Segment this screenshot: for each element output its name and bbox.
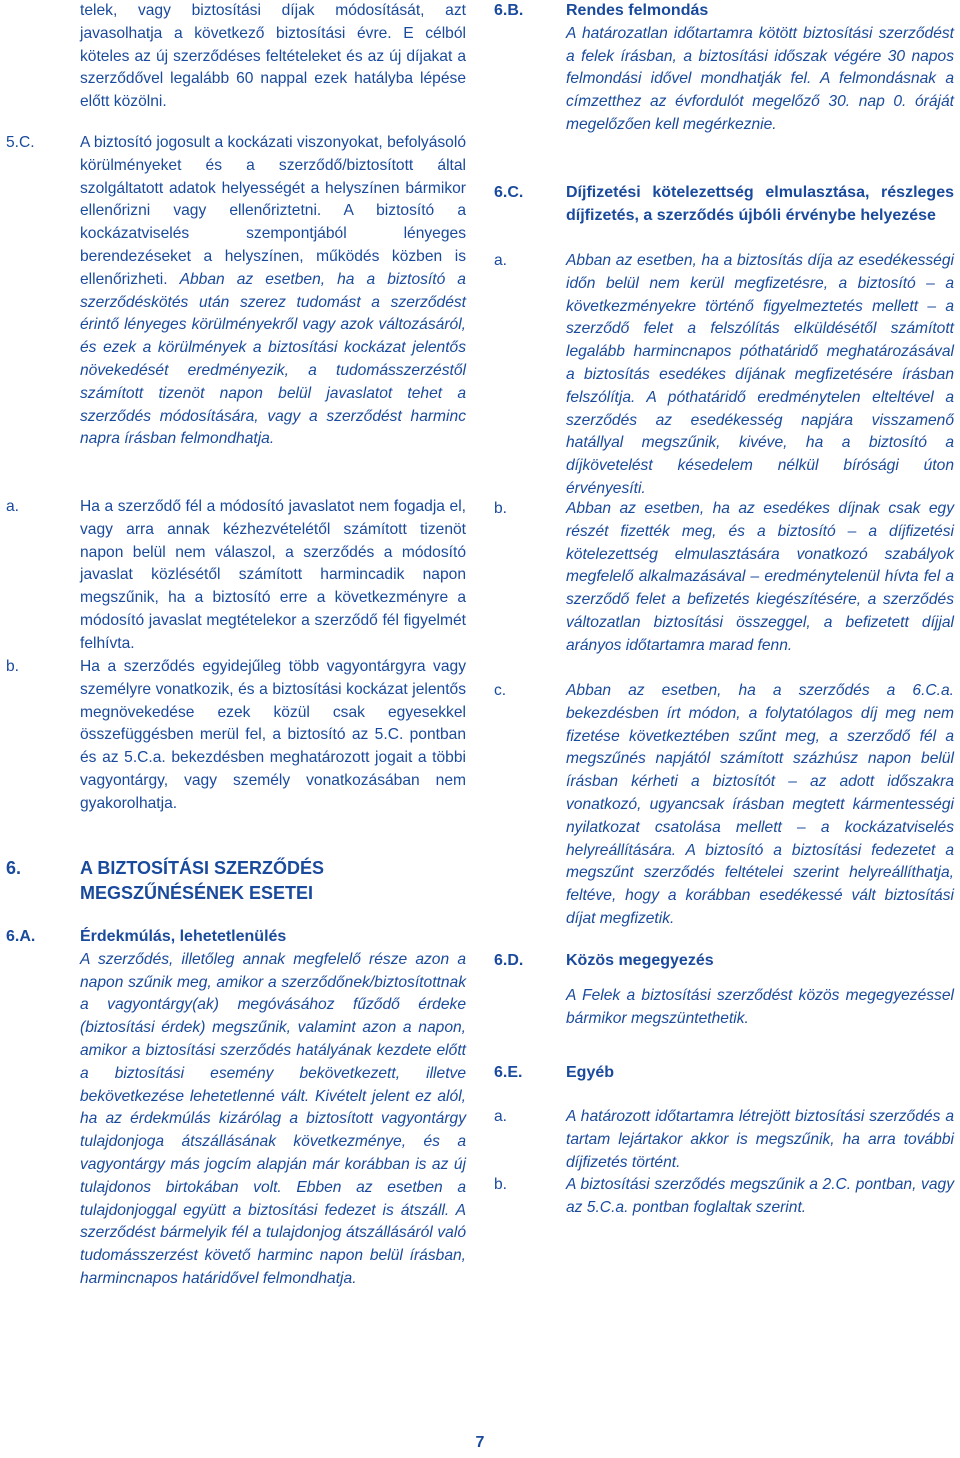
section-6a — [6, 926, 466, 1291]
section-5c-text: A biztosító jogosult a kockázati viszonyokat, befolyásoló körülményeket és a szerződő/biztosított által szolgáltatott adatok helyességét a helyszínen bármikor ellenőrizni vagy ellenőriztetni. A biztosító a kockázatviselés szempontjából lényeges berendezéseket a helyszínen, működés közben is ellenőrizheti. Abban az esetben, ha a biztosító a szerződéskötés után szerez tudomást a szerződést érintő lényeges körülményekről vagy azok változásáról, és ezek a körülmények a biztosítási kockázat jelentős növekedését eredményezik, a tudomásszerzéstől számított tizenöt napon belül javaslatot tehet a szerződés módosítására, vagy a szerződést harminc napra írásban felmondhatja. — [80, 134, 466, 448]
section-6c-c — [494, 680, 954, 931]
section-5c-label: 5.C. — [6, 134, 35, 151]
section-5c-italic-text: Abban az esetben, ha a biztosító a szerződéskötés után szerez tudomást a szerződést érintő lényeges körülményekről vagy azok változásáról, és ezek a körülmények a biztosítási kockázat jelentős növekedését eredményezik, a tudomásszerzéstől számított tizenöt napon belül javaslatot tehet a szerződés módosítására, vagy a szerződést harminc napra írásban felmondhatja. — [80, 270, 466, 448]
section-5c-a — [6, 496, 466, 656]
section-6d — [494, 950, 954, 1030]
section-6-heading — [6, 856, 466, 906]
section-6c-b — [494, 498, 954, 658]
section-6c-b-text: Abban az esetben, ha az esedékes díjnak csak egy részét fizették meg, és a biztosító – a díjfizetési kötelezettség elmulasztására vonatkozó szabályok megfelelő alkalmazásával – eredménytelenül hívta fel a szerződő felet a befizetés kiegészítésére, a szerződés változatlan biztosítási összeggel, a befizetett díjjal arányos időtartamra marad fenn. — [566, 500, 954, 654]
section-6e-a-label: a. — [494, 1108, 508, 1125]
section-6-label: 6. — [6, 858, 22, 878]
section-6e-b-text: A biztosítási szerződés megszűnik a 2.C. pontban, vagy az 5.C.a. pontban foglaltak szerint. — [566, 1176, 954, 1216]
section-6b — [494, 0, 954, 137]
section-6a-text: A szerződés, illetőleg annak megfelelő része azon a napon szűnik meg, amikor a szerződőnek/biztosítottnak a vagyontárgy(ak) megóvásához fűződő érdeke (biztosítási érdek) megszűnik, valamint azon a napon, amikor a biztosítási szerződés hatályának kezdete előtt a biztosítási esemény bekövetkezett, illetve bekövetkezése lehetetlenné vált. Kivételt jelent ez alól, ha az érdekmúlás kizárólag a biztosított vagyontárgy tulajdonjoga átszállásának következménye, és a vagyontárgy más jogcím alapján már korábban is az új tulajdonos birtokában volt. Ebben az esetben a tulajdonjoggal együtt a biztosítási fedezet is átszáll. A szerződést bármelyik fél a tulajdonjog átszállásáról való tudomásszerzést követő harminc napon belül írásban, harmincnapos határidővel felmondhatja. — [80, 950, 466, 1287]
section-6e-a-text: A határozott időtartamra létrejött biztosítási szerződés a tartam lejártakor akkor is megszűnik, ha arra további díjfizetés történt. — [566, 1108, 954, 1171]
section-6c-title: Díjfizetési kötelezettség elmulasztása, részleges díjfizetés, a szerződés újbóli érvénybe helyezése — [566, 184, 954, 224]
section-6c-b-label: b. — [494, 500, 508, 517]
section-5c-b-label: b. — [6, 658, 20, 675]
section-5c-a-label: a. — [6, 498, 20, 515]
section-6e-b-label: b. — [494, 1176, 508, 1193]
section-5c-b — [6, 656, 466, 816]
intro-text: telek, vagy biztosítási díjak módosítását, azt javasolhatja a következő biztosítási évre. E célból köteles az új szerződéses feltételeket és az új díjakat a szerződővel legalább 60 nappal ezek hatályba lépése előtt közölni. — [80, 2, 466, 111]
section-6c — [494, 182, 954, 228]
section-6e-b — [494, 1174, 954, 1220]
section-6c-label: 6.C. — [494, 184, 524, 201]
section-6c-a-label: a. — [494, 252, 508, 269]
section-6d-label: 6.D. — [494, 952, 524, 969]
section-6-title-line1: A BIZTOSÍTÁSI SZERZŐDÉS — [80, 858, 325, 878]
section-5c — [6, 132, 466, 451]
section-6-title-line2: MEGSZŰNÉSÉNEK ESETEI — [80, 883, 314, 903]
section-6e-a — [494, 1106, 954, 1174]
section-6c-c-label: c. — [494, 682, 507, 699]
section-6d-title: Közös megegyezés — [566, 952, 714, 969]
section-6d-text: A Felek a biztosítási szerződést közös megegyezéssel bármikor megszüntethetik. — [566, 986, 954, 1027]
section-5c-a-text: Ha a szerződő fél a módosító javaslatot nem fogadja el, vagy arra annak kézhezvételétől számított tizenöt napon belül nem válaszol, a szerződés a módosító javaslat közlésétől számított harmincadik napon megszűnik, ha a biztosító erre a következményre a módosító javaslat megtételekor a szerződő fél figyelmét felhívta. — [80, 498, 466, 652]
section-6b-title: Rendes felmondás — [566, 2, 709, 19]
section-6e-title: Egyéb — [566, 1064, 615, 1081]
intro-block — [6, 0, 466, 114]
section-6a-label: 6.A. — [6, 928, 36, 945]
section-6c-c-text: Abban az esetben, ha a szerződés a 6.C.a. bekezdésben írt módon, a folytatólagos díj meg nem fizetése következtében szűnt meg, a szerződő fél a megszűnés napjától számított százhúsz napon belül írásban kérheti a biztosítót – az adott időszakra vonatkozó, ugyancsak írásban megtett kármentességi nyilatkozat csatolása mellett – a kockázatviselés helyreállítására. A biztosító a biztosítási fedezetet a megszűnt szerződés feltételei szerint helyreállíthatja, feltéve, hogy a korábban esedékessé vált biztosítási díjat megfizetik. — [566, 682, 954, 927]
section-6e — [494, 1062, 954, 1085]
section-6c-a-text: Abban az esetben, ha a biztosítás díja az esedékességi időn belül nem kerül megfizetésre, a biztosító – a következményekre történő figyelmeztetés mellett – a szerződő felet a felszólítás elküldésétől számított legalább harmincnapos póthatáridő meghatározásával a biztosítás esedékes díjának megfizetésére írásban felszólítja. A póthatáridő eredménytelen elteltével a szerződés az esedékesség napjára visszamenő hatállyal megszűnik, kivéve, ha a biztosító a díjkövetelést késedelem nélkül bírósági úton érvényesíti. — [566, 252, 954, 497]
section-6e-label: 6.E. — [494, 1064, 523, 1081]
section-6b-label: 6.B. — [494, 2, 524, 19]
section-6b-text: A határozatlan időtartamra kötött biztosítási szerződést a felek írásban, a biztosítási időszak végére 30 napos felmondási idővel mondhatják fel. A felmondásnak a címzetthez az évfordulót megelőző 30. nap 0. óráját megelőzően kell megérkeznie. — [566, 24, 954, 133]
section-6a-title: Érdekmúlás, lehetetlenülés — [80, 928, 287, 945]
section-6c-a — [494, 250, 954, 501]
page-number: 7 — [475, 1434, 485, 1451]
section-5c-b-text: Ha a szerződés egyidejűleg több vagyontárgyra vagy személyre vonatkozik, és a biztosítási kockázat jelentős megnövekedése ezek közül csak egyesekkel összefüggésben merül fel, a biztosító az 5.C. pontban és az 5.C.a. bekezdésben meghatározott jogait a többi vagyontárgy, vagy személy vonatkozásában nem gyakorolhatja. — [80, 658, 466, 812]
